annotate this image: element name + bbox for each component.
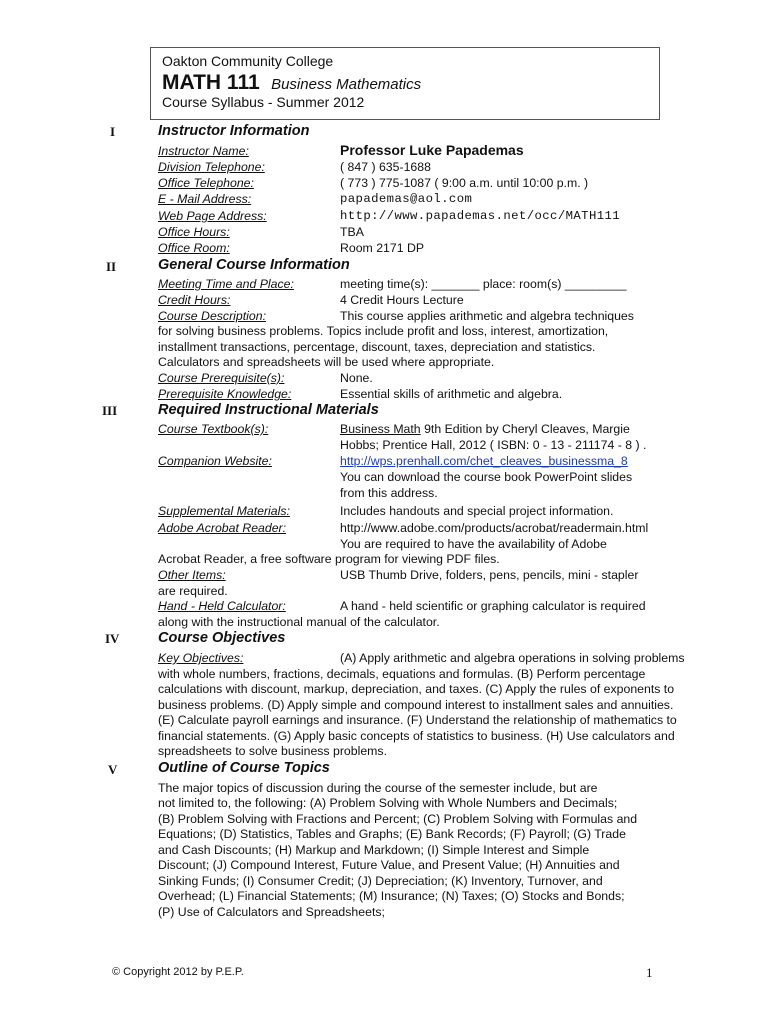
section-title-instructor: Instructor Information — [158, 123, 310, 139]
companion-website-link[interactable]: http://wps.prenhall.com/chet_cleaves_businessma_8 — [340, 454, 628, 468]
textbook-title: Business Math — [340, 422, 421, 436]
value-textbook — [340, 422, 630, 438]
label-companion-website: Companion Website: — [158, 454, 272, 468]
label-supplemental: Supplemental Materials: — [158, 504, 290, 518]
acrobat-note: Acrobat Reader, a free software program for viewing PDF files. — [158, 552, 500, 566]
label-calculator: Hand - Held Calculator: — [158, 599, 286, 613]
section-title-topics: Outline of Course Topics — [158, 760, 330, 776]
section-numeral-4: IV — [105, 631, 120, 646]
value-office-hours: TBA — [340, 225, 364, 239]
value-other-items: USB Thumb Drive, folders, pens, pencils, mini - stapler — [340, 568, 639, 582]
description-line: installment transactions, percentage, discount, taxes, depreciation and statistics. — [158, 340, 596, 354]
section-title-general: General Course Information — [158, 257, 350, 273]
textbook-edition: 9th Edition by Cheryl Cleaves, Margie — [420, 422, 630, 436]
value-meeting: meeting time(s): _______ place: room(s) _________ — [340, 277, 627, 291]
section-numeral-5: V — [108, 762, 118, 777]
value-office-room: Room 2171 DP — [340, 241, 425, 255]
section-title-objectives: Course Objectives — [158, 630, 286, 646]
label-division-phone: Division Telephone: — [158, 160, 265, 174]
label-instructor-name: Instructor Name: — [158, 144, 249, 158]
other-items-note: are required. — [158, 584, 228, 598]
objectives-line: spreadsheets to solve business problems. — [158, 744, 387, 758]
topics-line: Overhead; (L) Financial Statements; (M) Insurance; (N) Taxes; (O) Stocks and Bonds; — [158, 889, 625, 903]
companion-note: from this address. — [340, 486, 438, 500]
value-email[interactable]: papademas@aol.com — [340, 192, 473, 206]
topics-line: (P) Use of Calculators and Spreadsheets; — [158, 905, 385, 919]
section-numeral-3: III — [102, 403, 118, 418]
label-email: E - Mail Address: — [158, 192, 252, 206]
topics-line: Sinking Funds; (I) Consumer Credit; (J) Depreciation; (K) Inventory, Turnover, and — [158, 874, 603, 888]
topics-line: (B) Problem Solving with Fractions and Percent; (C) Problem Solving with Formulas and — [158, 812, 638, 826]
section-numeral-2: II — [106, 259, 117, 274]
objectives-line: financial statements. (G) Apply basic concepts of statistics to business. (H) Use calculators and — [158, 729, 675, 743]
companion-note: You can download the course book PowerPoint slides — [340, 470, 633, 484]
label-course-description: Course Description: — [158, 309, 266, 323]
value-office-phone: ( 773 ) 775-1087 ( 9:00 a.m. until 10:00 p.m. ) — [340, 176, 589, 190]
value-web-page[interactable]: http://www.papademas.net/occ/MATH111 — [340, 209, 621, 223]
acrobat-note: You are required to have the availability of Adobe — [340, 537, 607, 551]
value-supplemental: Includes handouts and special project information. — [340, 504, 614, 518]
objectives-line: calculations with discount, markup, depreciation, and taxes. (C) Apply the rules of exponents to — [158, 682, 675, 696]
label-other-items: Other Items: — [158, 568, 226, 582]
value-prerequisites: None. — [340, 371, 373, 385]
textbook-publisher: Hobbs; Prentice Hall, 2012 ( ISBN: 0 - 13 - 211174 - 8 ) . — [340, 438, 647, 452]
syllabus-subtitle: Course Syllabus - Summer 2012 — [162, 94, 365, 110]
course-name: Business Mathematics — [271, 76, 422, 93]
value-course-description: This course applies arithmetic and algebra techniques — [340, 309, 634, 323]
label-office-phone: Office Telephone: — [158, 176, 254, 190]
calculator-note: along with the instructional manual of the calculator. — [158, 615, 440, 629]
topics-line: Equations; (D) Statistics, Tables and Graphs; (E) Bank Records; (F) Payroll; (G) Trade — [158, 827, 626, 841]
topics-line: and Cash Discounts; (H) Markup and Markdown; (I) Simple Interest and Simple — [158, 843, 590, 857]
objectives-first-line: (A) Apply arithmetic and algebra operations in solving problems — [340, 651, 685, 665]
description-line: for solving business problems. Topics include profit and loss, interest, amortization, — [158, 324, 609, 338]
value-division-phone: ( 847 ) 635-1688 — [340, 160, 431, 174]
objectives-line: (E) Calculate payroll earnings and insurance. (F) Understand the relationship of mathematics to — [158, 713, 677, 727]
topics-line: not limited to, the following: (A) Problem Solving with Whole Numbers and Decimals; — [158, 796, 618, 810]
label-office-hours: Office Hours: — [158, 225, 230, 239]
label-office-room: Office Room: — [158, 241, 230, 255]
description-line: Calculators and spreadsheets will be used where appropriate. — [158, 355, 495, 369]
label-web-page: Web Page Address: — [158, 209, 267, 223]
value-prerequisite-knowledge: Essential skills of arithmetic and algebra. — [340, 387, 563, 401]
label-credit-hours: Credit Hours: — [158, 293, 231, 307]
copyright-footer: © Copyright 2012 by P.E.P. — [112, 966, 244, 978]
value-acrobat-url[interactable]: http://www.adobe.com/products/acrobat/readermain.html — [340, 521, 649, 535]
value-credit-hours: 4 Credit Hours Lecture — [340, 293, 464, 307]
section-numeral-1: I — [110, 124, 116, 139]
label-acrobat: Adobe Acrobat Reader: — [158, 521, 287, 535]
label-prerequisites: Course Prerequisite(s): — [158, 371, 285, 385]
course-code: MATH 111 — [162, 71, 260, 94]
objectives-line: business problems. (D) Apply simple and compound interest to installment sales and annuities. — [158, 698, 674, 712]
topics-line: Discount; (J) Compound Interest, Future Value, and Present Value; (H) Annuities and — [158, 858, 620, 872]
label-meeting: Meeting Time and Place: — [158, 277, 294, 291]
value-instructor-name: Professor Luke Papademas — [340, 142, 524, 158]
college-name: Oakton Community College — [162, 53, 334, 69]
label-textbook: Course Textbook(s): — [158, 422, 269, 436]
objectives-line: with whole numbers, fractions, decimals, equations and formulas. (B) Perform percentage — [158, 667, 646, 681]
section-title-materials: Required Instructional Materials — [158, 402, 379, 418]
label-key-objectives: Key Objectives: — [158, 651, 244, 665]
topics-line: The major topics of discussion during the course of the semester include, but are — [158, 781, 598, 795]
page-number: 1 — [646, 965, 653, 980]
value-calculator: A hand - held scientific or graphing calculator is required — [340, 599, 646, 613]
label-prerequisite-knowledge: Prerequisite Knowledge: — [158, 387, 292, 401]
